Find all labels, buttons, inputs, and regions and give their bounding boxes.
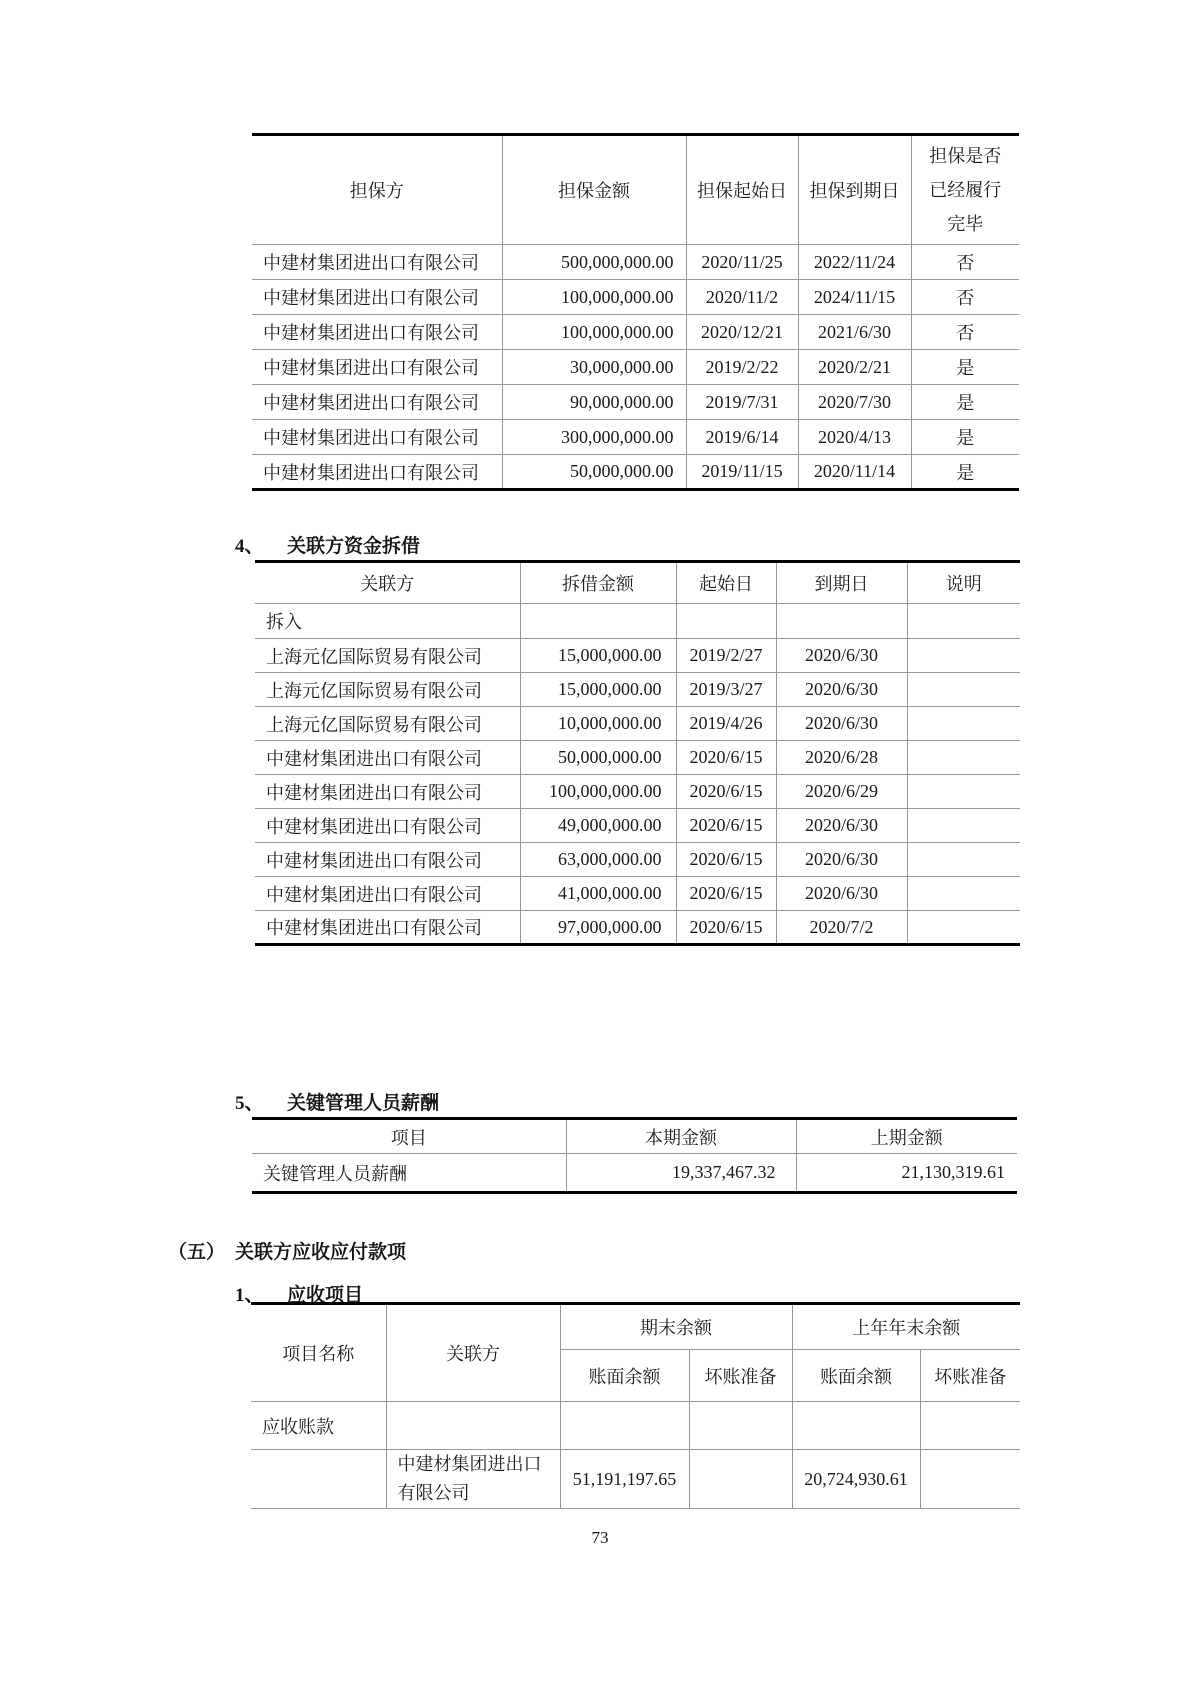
table-row	[252, 455, 1019, 490]
fulfilled-cell: 是	[911, 455, 1019, 490]
note-cell	[907, 809, 1020, 843]
end-date-cell: 2020/6/29	[776, 775, 907, 809]
empty-cell	[792, 1402, 920, 1450]
start-date-cell: 2020/11/25	[686, 245, 798, 280]
start-date-cell: 2019/6/14	[686, 420, 798, 455]
table-row	[252, 245, 1019, 280]
table-row	[252, 420, 1019, 455]
end-date-cell: 2020/7/2	[776, 911, 907, 945]
prior-bad-debt-cell	[920, 1450, 1020, 1509]
end-date-cell: 2020/6/28	[776, 741, 907, 775]
end-date-cell: 2020/7/30	[798, 385, 911, 420]
column-header-guarantor: 担保方	[252, 135, 502, 245]
amount-cell: 100,000,000.00	[520, 775, 676, 809]
header-line: 已经履行	[929, 180, 1002, 200]
amount-cell: 41,000,000.00	[520, 877, 676, 911]
table-row	[255, 741, 1020, 775]
guarantor-cell: 中建材集团进出口有限公司	[252, 315, 502, 350]
section-number: 4、	[235, 536, 264, 557]
amount-cell: 500,000,000.00	[502, 245, 686, 280]
end-date-cell: 2022/11/24	[798, 245, 911, 280]
guarantee-table	[252, 133, 1019, 491]
start-date-cell: 2020/6/15	[676, 775, 776, 809]
fulfilled-cell: 否	[911, 245, 1019, 280]
group-label-cell: 应收账款	[251, 1402, 386, 1450]
lending-table	[255, 560, 1020, 946]
amount-cell: 63,000,000.00	[520, 843, 676, 877]
note-cell	[907, 639, 1020, 673]
party-cell: 中建材集团进出口有限公司	[255, 843, 520, 877]
party-line: 有限公司	[397, 1483, 470, 1503]
column-header-start-date: 起始日	[676, 562, 776, 604]
empty-cell	[920, 1402, 1020, 1450]
group-row	[251, 1402, 1020, 1450]
column-header-fulfilled	[911, 135, 1019, 245]
header-row	[252, 135, 1019, 245]
column-header-note: 说明	[907, 562, 1020, 604]
party-cell: 上海元亿国际贸易有限公司	[255, 673, 520, 707]
column-header-prior-period: 上期金额	[796, 1119, 1017, 1154]
table-row	[252, 280, 1019, 315]
note-cell	[907, 911, 1020, 945]
column-header-ending-balance: 期末余额	[560, 1304, 792, 1350]
amount-cell: 100,000,000.00	[502, 315, 686, 350]
end-date-cell: 2024/11/15	[798, 280, 911, 315]
current-amount-cell: 19,337,467.32	[566, 1154, 796, 1193]
section-number: 5、	[235, 1093, 264, 1114]
start-date-cell: 2020/6/15	[676, 877, 776, 911]
fulfilled-cell: 否	[911, 280, 1019, 315]
end-date-cell: 2020/4/13	[798, 420, 911, 455]
start-date-cell: 2019/2/27	[676, 639, 776, 673]
table-row	[252, 1154, 1017, 1193]
fulfilled-cell: 是	[911, 350, 1019, 385]
amount-cell: 10,000,000.00	[520, 707, 676, 741]
table-row	[251, 1450, 1020, 1509]
ending-book-balance-cell: 51,191,197.65	[560, 1450, 689, 1509]
start-date-cell: 2019/2/22	[686, 350, 798, 385]
start-date-cell: 2020/6/15	[676, 809, 776, 843]
fulfilled-cell: 是	[911, 385, 1019, 420]
column-header-book-balance: 账面余额	[560, 1350, 689, 1402]
guarantor-cell: 中建材集团进出口有限公司	[252, 385, 502, 420]
start-date-cell: 2020/12/21	[686, 315, 798, 350]
party-line: 中建材集团进出口	[397, 1454, 542, 1474]
header-row	[251, 1304, 1020, 1350]
column-header-prior-year-balance: 上年年末余额	[792, 1304, 1020, 1350]
empty-cell	[520, 604, 676, 639]
group-label-cell: 拆入	[255, 604, 520, 639]
party-cell: 中建材集团进出口有限公司	[255, 877, 520, 911]
end-date-cell: 2020/6/30	[776, 809, 907, 843]
fulfilled-cell: 否	[911, 315, 1019, 350]
section-title: 应收项目	[287, 1285, 364, 1306]
section-title: 关联方资金拆借	[287, 536, 421, 557]
table-row	[255, 673, 1020, 707]
table-row	[255, 809, 1020, 843]
guarantor-cell: 中建材集团进出口有限公司	[252, 280, 502, 315]
start-date-cell: 2019/4/26	[676, 707, 776, 741]
end-date-cell: 2020/11/14	[798, 455, 911, 490]
column-header-party: 关联方	[386, 1304, 560, 1402]
end-date-cell: 2020/6/30	[776, 639, 907, 673]
table-row	[255, 843, 1020, 877]
column-header-amount: 担保金额	[502, 135, 686, 245]
column-header-book-balance: 账面余额	[792, 1350, 920, 1402]
party-cell: 中建材集团进出口有限公司	[255, 809, 520, 843]
table-row	[252, 315, 1019, 350]
note-cell	[907, 775, 1020, 809]
end-date-cell: 2020/6/30	[776, 707, 907, 741]
empty-cell	[776, 604, 907, 639]
header-row	[255, 562, 1020, 604]
column-header-end-date: 担保到期日	[798, 135, 911, 245]
empty-cell	[689, 1402, 792, 1450]
table-row	[255, 775, 1020, 809]
amount-cell: 90,000,000.00	[502, 385, 686, 420]
end-date-cell: 2021/6/30	[798, 315, 911, 350]
section-number: 1、	[235, 1285, 264, 1306]
amount-cell: 15,000,000.00	[520, 673, 676, 707]
start-date-cell: 2019/7/31	[686, 385, 798, 420]
end-date-cell: 2020/6/30	[776, 843, 907, 877]
amount-cell: 300,000,000.00	[502, 420, 686, 455]
guarantor-cell: 中建材集团进出口有限公司	[252, 350, 502, 385]
note-cell	[907, 741, 1020, 775]
note-cell	[907, 673, 1020, 707]
guarantor-cell: 中建材集团进出口有限公司	[252, 420, 502, 455]
header-line: 担保是否	[929, 146, 1002, 166]
receivables-table	[251, 1302, 1020, 1509]
column-header-item: 项目	[252, 1119, 566, 1154]
amount-cell: 50,000,000.00	[502, 455, 686, 490]
section-heading-4	[235, 531, 420, 558]
start-date-cell: 2019/11/15	[686, 455, 798, 490]
empty-cell	[560, 1402, 689, 1450]
column-header-bad-debt: 坏账准备	[920, 1350, 1020, 1402]
item-cell: 关键管理人员薪酬	[252, 1154, 566, 1193]
compensation-table	[252, 1117, 1017, 1194]
header-line: 完毕	[947, 214, 984, 234]
table-row	[252, 350, 1019, 385]
column-header-item-name: 项目名称	[251, 1304, 386, 1402]
start-date-cell: 2020/6/15	[676, 741, 776, 775]
party-cell: 上海元亿国际贸易有限公司	[255, 639, 520, 673]
column-header-start-date: 担保起始日	[686, 135, 798, 245]
item-cell	[251, 1450, 386, 1509]
table-row	[255, 639, 1020, 673]
party-cell: 上海元亿国际贸易有限公司	[255, 707, 520, 741]
start-date-cell: 2020/6/15	[676, 911, 776, 945]
section-title: 关键管理人员薪酬	[287, 1093, 440, 1114]
guarantor-cell: 中建材集团进出口有限公司	[252, 455, 502, 490]
start-date-cell: 2020/11/2	[686, 280, 798, 315]
note-cell	[907, 843, 1020, 877]
column-header-bad-debt: 坏账准备	[689, 1350, 792, 1402]
end-date-cell: 2020/6/30	[776, 877, 907, 911]
party-cell	[386, 1450, 560, 1509]
page-number: 73	[591, 1528, 609, 1547]
fulfilled-cell: 是	[911, 420, 1019, 455]
group-row	[255, 604, 1020, 639]
end-date-cell: 2020/2/21	[798, 350, 911, 385]
header-row	[252, 1119, 1017, 1154]
party-cell: 中建材集团进出口有限公司	[255, 775, 520, 809]
column-header-party: 关联方	[255, 562, 520, 604]
start-date-cell: 2020/6/15	[676, 843, 776, 877]
section-heading-wu	[168, 1237, 406, 1264]
amount-cell: 15,000,000.00	[520, 639, 676, 673]
amount-cell: 50,000,000.00	[520, 741, 676, 775]
table-row	[255, 877, 1020, 911]
amount-cell: 100,000,000.00	[502, 280, 686, 315]
end-date-cell: 2020/6/30	[776, 673, 907, 707]
table-row	[255, 707, 1020, 741]
amount-cell: 49,000,000.00	[520, 809, 676, 843]
party-cell: 中建材集团进出口有限公司	[255, 741, 520, 775]
party-cell: 中建材集团进出口有限公司	[255, 911, 520, 945]
column-header-amount: 拆借金额	[520, 562, 676, 604]
ending-bad-debt-cell	[689, 1450, 792, 1509]
note-cell	[907, 707, 1020, 741]
table-row	[252, 385, 1019, 420]
amount-cell: 30,000,000.00	[502, 350, 686, 385]
column-header-current-period: 本期金额	[566, 1119, 796, 1154]
amount-cell: 97,000,000.00	[520, 911, 676, 945]
section-title: 关联方应收应付款项	[235, 1242, 407, 1263]
section-heading-5	[235, 1088, 439, 1115]
section-number: （五）	[168, 1242, 226, 1263]
empty-cell	[907, 604, 1020, 639]
prior-book-balance-cell: 20,724,930.61	[792, 1450, 920, 1509]
start-date-cell: 2019/3/27	[676, 673, 776, 707]
prior-amount-cell: 21,130,319.61	[796, 1154, 1017, 1193]
empty-cell	[676, 604, 776, 639]
note-cell	[907, 877, 1020, 911]
table-row	[255, 911, 1020, 945]
empty-cell	[386, 1402, 560, 1450]
guarantor-cell: 中建材集团进出口有限公司	[252, 245, 502, 280]
column-header-end-date: 到期日	[776, 562, 907, 604]
